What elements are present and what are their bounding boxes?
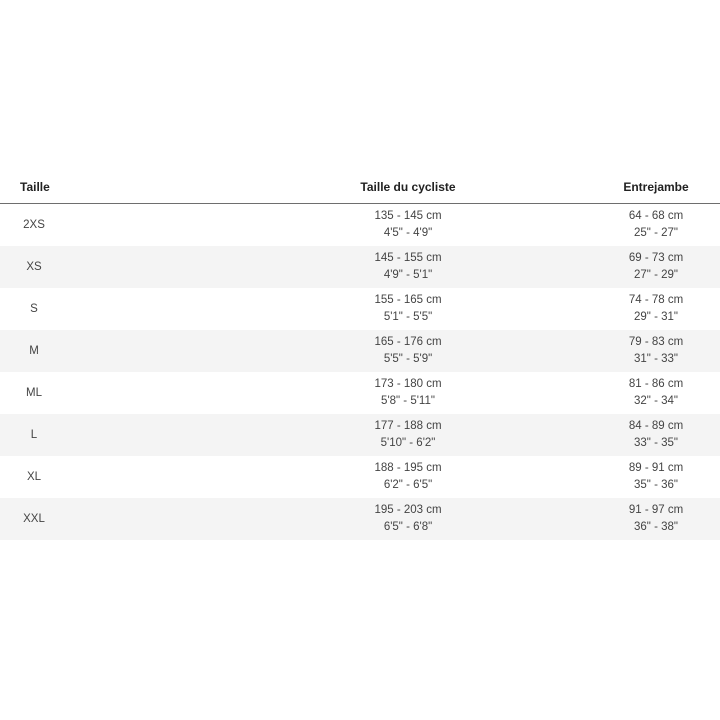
rider-height-cell — [68, 498, 612, 540]
size-cell: XS — [0, 246, 68, 288]
height-cm: 173 - 180 cm — [374, 378, 442, 390]
size-cell: ML — [0, 372, 68, 414]
inseam-cell — [612, 456, 720, 498]
rider-height-cell — [68, 288, 612, 330]
table-header-row — [0, 170, 720, 204]
inseam-cell — [612, 414, 720, 456]
size-cell: XXL — [0, 498, 68, 540]
inseam-in: 35" - 36" — [634, 479, 678, 491]
header-rider-height: Taille du cycliste — [68, 170, 612, 204]
inseam-cell — [612, 288, 720, 330]
height-cm: 135 - 145 cm — [374, 210, 442, 222]
size-cell: L — [0, 414, 68, 456]
size-cell: S — [0, 288, 68, 330]
table-row — [0, 330, 720, 372]
inseam-cm: 64 - 68 cm — [628, 210, 684, 222]
inseam-cm: 79 - 83 cm — [628, 336, 684, 348]
inseam-cm: 74 - 78 cm — [628, 294, 684, 306]
table-row — [0, 498, 720, 540]
size-cell: 2XS — [0, 204, 68, 247]
inseam-cm: 89 - 91 cm — [628, 462, 684, 474]
height-cm: 188 - 195 cm — [374, 462, 442, 474]
inseam-cm: 81 - 86 cm — [628, 378, 684, 390]
table-row — [0, 372, 720, 414]
rider-height-cell — [68, 414, 612, 456]
inseam-cell — [612, 498, 720, 540]
table-row — [0, 414, 720, 456]
rider-height-cell — [68, 204, 612, 247]
inseam-cell — [612, 330, 720, 372]
inseam-cm: 69 - 73 cm — [628, 252, 684, 264]
size-cell: M — [0, 330, 68, 372]
inseam-in: 32" - 34" — [634, 395, 678, 407]
table-body — [0, 204, 720, 541]
height-ft: 4'9" - 5'1" — [383, 269, 433, 281]
table-row — [0, 204, 720, 247]
height-ft: 6'2" - 6'5" — [383, 479, 433, 491]
inseam-in: 31" - 33" — [634, 353, 678, 365]
height-cm: 177 - 188 cm — [374, 420, 442, 432]
inseam-cell — [612, 246, 720, 288]
header-inseam: Entrejambe — [612, 170, 720, 204]
rider-height-cell — [68, 330, 612, 372]
size-chart-table — [0, 170, 720, 540]
height-ft: 5'8" - 5'11" — [381, 395, 435, 407]
height-cm: 165 - 176 cm — [374, 336, 442, 348]
inseam-in: 29" - 31" — [634, 311, 678, 323]
height-ft: 6'5" - 6'8" — [383, 521, 433, 533]
height-cm: 195 - 203 cm — [374, 504, 442, 516]
inseam-cell — [612, 204, 720, 247]
header-size: Taille — [0, 170, 68, 204]
table-row — [0, 288, 720, 330]
inseam-cell — [612, 372, 720, 414]
inseam-in: 33" - 35" — [634, 437, 678, 449]
table-row — [0, 456, 720, 498]
inseam-in: 36" - 38" — [634, 521, 678, 533]
inseam-in: 27" - 29" — [634, 269, 678, 281]
rider-height-cell — [68, 372, 612, 414]
size-cell: XL — [0, 456, 68, 498]
height-cm: 145 - 155 cm — [374, 252, 442, 264]
height-cm: 155 - 165 cm — [374, 294, 442, 306]
height-ft: 5'5" - 5'9" — [383, 353, 433, 365]
inseam-cm: 91 - 97 cm — [628, 504, 684, 516]
inseam-cm: 84 - 89 cm — [628, 420, 684, 432]
rider-height-cell — [68, 456, 612, 498]
rider-height-cell — [68, 246, 612, 288]
table-row — [0, 246, 720, 288]
height-ft: 5'1" - 5'5" — [383, 311, 433, 323]
inseam-in: 25" - 27" — [634, 227, 678, 239]
height-ft: 5'10" - 6'2" — [380, 437, 436, 449]
height-ft: 4'5" - 4'9" — [383, 227, 433, 239]
